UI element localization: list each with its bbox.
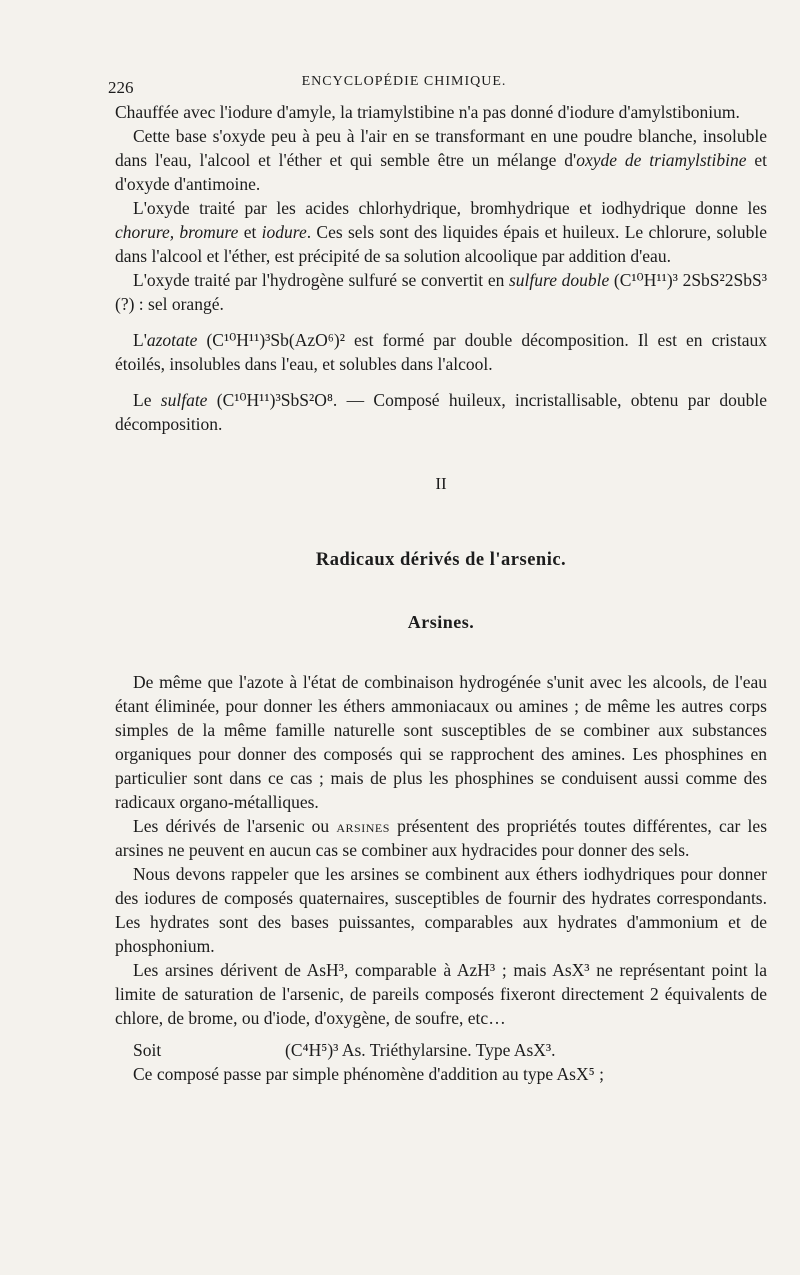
text-run: et (238, 222, 262, 242)
paragraph-derives-arsenic (115, 814, 767, 862)
spacer (115, 316, 767, 328)
text-run: (C¹⁰H¹¹)³Sb(AzO⁶)² est formé par double décomposition. Il est en cristaux étoilés, insolubles dans l'eau, et solubles dans l'alcool. (115, 330, 767, 374)
text-run: et d'oxyde d'antimoine. (115, 150, 767, 194)
formula-line (115, 1038, 767, 1062)
small-caps-term: arsines (336, 816, 390, 836)
paragraph-sels-halogenes (115, 196, 767, 268)
text-run: . Ces sels sont des liquides épais et huileux. Le chlorure, soluble dans l'alcool et l'éther, est précipité de sa solution alcoolique par addition d'eau. (115, 222, 767, 266)
page-body (115, 100, 767, 1086)
text-run: Les dérivés de l'arsenic ou (133, 816, 337, 836)
italic-term: oxyde de triamylstibine (576, 150, 747, 170)
paragraph-azotate (115, 328, 767, 376)
paragraph-addition: Ce composé passe par simple phénomène d'addition au type AsX⁵ ; (133, 1064, 604, 1084)
paragraph-arsines-intro: De même que l'azote à l'état de combinaison hydrogénée s'unit avec les alcools, de l'eau étant éliminée, pour donner les éthers ammoniacaux ou amines ; de même les autres corps simples de la même famille naturelle sont susceptibles de se combiner aux substances organiques pour donner des composés qui se rapprochent des amines. Les phosphines en particulier sont dans ce cas ; mais de plus les phosphines se conduisent aussi comme des radicaux organo-métalliques. (115, 672, 767, 812)
text-run: présentent des propriétés toutes différentes, car les arsines ne peuvent en aucun cas se combiner aux hydracides pour donner des sels. (115, 816, 767, 860)
text-run: Le (133, 390, 161, 410)
spacer (115, 376, 767, 388)
subsection-title: Arsines. (407, 612, 475, 632)
italic-term: sulfate (160, 390, 208, 410)
text-run: (C¹⁰H¹¹)³ 2SbS²2SbS³ (?) : sel orangé. (115, 270, 767, 314)
paragraph-saturation: Les arsines dérivent de AsH³, comparable à AzH³ ; mais AsX³ ne représentant point la limite de saturation de l'arsenic, de pareils composés fixeront directement 2 équivalents de chlore, de brome, ou d'iode, d'oxygène, de soufre, etc… (115, 960, 767, 1028)
paragraph-sulfure-double (115, 268, 767, 316)
paragraph-oxydation (115, 124, 767, 196)
italic-term: iodure (261, 222, 307, 242)
formula-intro: Soit (133, 1040, 162, 1060)
text-run: L' (133, 330, 147, 350)
text-run: L'oxyde traité par l'hydrogène sulfuré se convertit en (133, 270, 509, 290)
paragraph-iodures-quaternaires: Nous devons rappeler que les arsines se combinent aux éthers iodhydriques pour donner des iodures de composés quaternaires, susceptibles de fournir des hydrates correspondants. Les hydrates sont des bases puissantes, comparables aux hydrates d'ammonium et de phosphonium. (115, 864, 767, 956)
text-run: L'oxyde traité par les acides chlorhydrique, bromhydrique et iodhydrique donne les (133, 198, 767, 218)
italic-term: chorure, bromure (115, 222, 239, 242)
text-run: (C¹⁰H¹¹)³SbS²O⁸. — Composé huileux, incristallisable, obtenu par double décomposition. (115, 390, 767, 434)
paragraph-iodure-amyle: Chauffée avec l'iodure d'amyle, la triamylstibine n'a pas donné d'iodure d'amylstibonium. (115, 102, 740, 122)
formula-text: (C⁴H⁵)³ As. Triéthylarsine. Type AsX³. (285, 1040, 556, 1060)
section-numeral: II (435, 474, 447, 493)
italic-term: sulfure double (509, 270, 610, 290)
page-number: 226 (108, 78, 134, 97)
italic-term: azotate (146, 330, 198, 350)
running-title: ENCYCLOPÉDIE CHIMIQUE. (301, 74, 507, 89)
paragraph-sulfate (115, 388, 767, 436)
section-title: Radicaux dérivés de l'arsenic. (315, 550, 567, 570)
page-header (108, 74, 700, 98)
text-run: Cette base s'oxyde peu à peu à l'air en se transformant en une poudre blanche, insoluble dans l'eau, l'alcool et l'éther et qui semble être un mélange d' (115, 126, 767, 170)
